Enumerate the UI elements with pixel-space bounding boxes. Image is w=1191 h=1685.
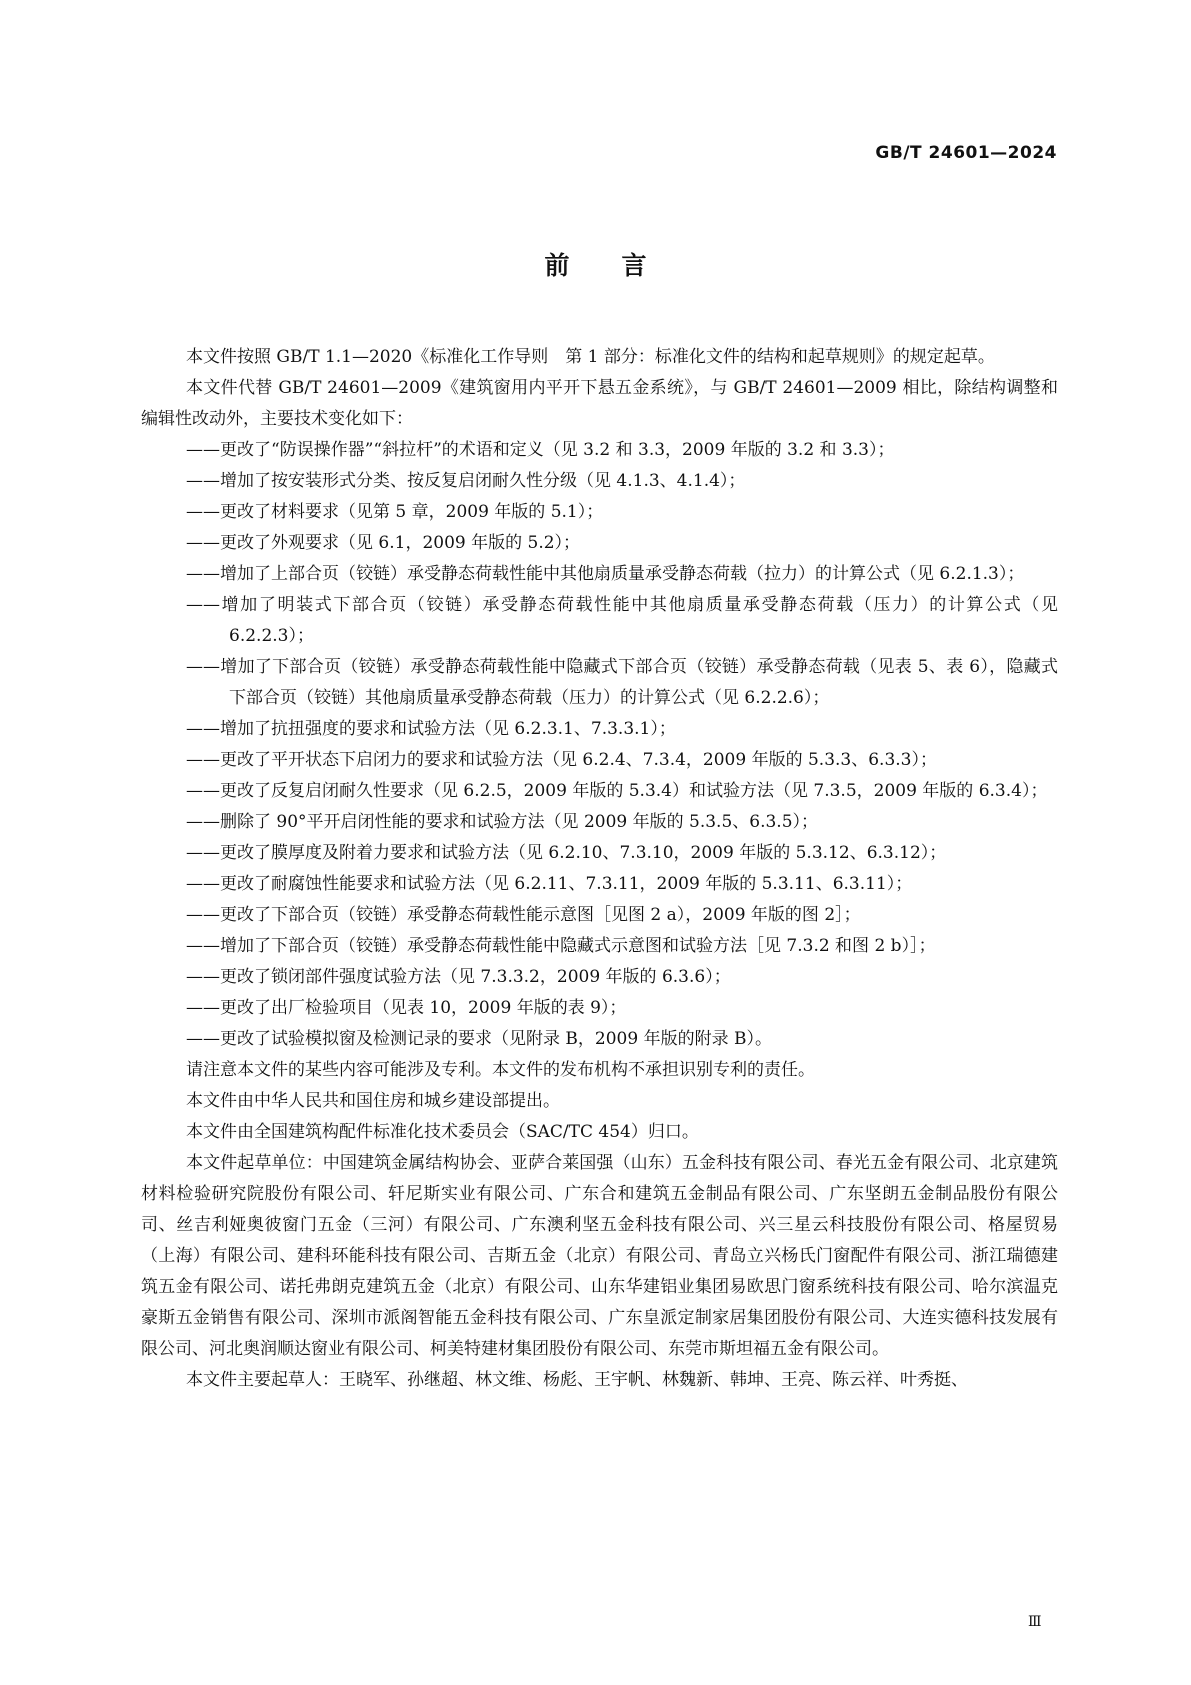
change-item: ——增加了上部合页（铰链）承受静态荷载性能中其他扇质量承受静态荷载（拉力）的计算公式（见 6.2.1.3）；	[186, 564, 1025, 584]
title-char-2: 言	[621, 251, 647, 280]
change-item: ——增加了抗扭强度的要求和试验方法（见 6.2.3.1、7.3.3.1）；	[186, 719, 676, 739]
change-item: ——更改了平开状态下启闭力的要求和试验方法（见 6.2.4、7.3.4，2009 年版的 5.3.3、6.3.3）；	[186, 750, 937, 770]
change-list	[141, 435, 1058, 1055]
paragraph-patent-notice: 请注意本文件的某些内容可能涉及专利。本文件的发布机构不承担识别专利的责任。	[186, 1060, 815, 1080]
foreword-body	[141, 342, 1058, 1396]
standard-number: GB/T 24601—2024	[875, 143, 1057, 163]
page-title	[0, 246, 1191, 282]
change-item: ——更改了锁闭部件强度试验方法（见 7.3.3.2，2009 年版的 6.3.6）；	[186, 967, 731, 987]
change-item: ——更改了试验模拟窗及检测记录的要求（见附录 B，2009 年版的附录 B）。	[186, 1029, 772, 1049]
paragraph-drafting-units: 本文件起草单位：中国建筑金属结构协会、亚萨合莱国强（山东）五金科技有限公司、春光五金有限公司、北京建筑材料检验研究院股份有限公司、轩尼斯实业有限公司、广东合和建筑五金制品有限公司、广东坚朗五金制品股份有限公司、丝吉利娅奥彼窗门五金（三河）有限公司、广东澳利坚五金科技有限公司、兴三星云科技股份有限公司、格屋贸易（上海）有限公司、建科环能科技有限公司、吉斯五金（北京）有限公司、青岛立兴杨氏门窗配件有限公司、浙江瑞德建筑五金有限公司、诺托弗朗克建筑五金（北京）有限公司、山东华建铝业集团易欧思门窗系统科技有限公司、哈尔滨温克豪斯五金销售有限公司、深圳市派阁智能五金科技有限公司、广东皇派定制家居集团股份有限公司、大连实德科技发展有限公司、河北奥润顺达窗业有限公司、柯美特建材集团股份有限公司、东莞市斯坦福五金有限公司。	[141, 1153, 1058, 1359]
paragraph-committee: 本文件由全国建筑构配件标准化技术委员会（SAC/TC 454）归口。	[186, 1122, 699, 1142]
paragraph-proposer: 本文件由中华人民共和国住房和城乡建设部提出。	[186, 1091, 560, 1111]
change-item: ——更改了下部合页（铰链）承受静态荷载性能示意图［见图 2 a），2009 年版的图 2］；	[186, 905, 861, 925]
change-item: ——更改了出厂检验项目（见表 10，2009 年版的表 9）；	[186, 998, 627, 1018]
paragraph-replacement: 本文件代替 GB/T 24601—2009《建筑窗用内平开下悬五金系统》，与 GB/T 24601—2009 相比，除结构调整和编辑性改动外，主要技术变化如下：	[141, 378, 1058, 429]
change-item: ——增加了下部合页（铰链）承受静态荷载性能中隐藏式下部合页（铰链）承受静态荷载（见表 5、表 6），隐藏式下部合页（铰链）其他扇质量承受静态荷载（压力）的计算公式（见 6.2.2.6）；	[186, 657, 1058, 708]
paragraph-drafters: 本文件主要起草人：王晓军、孙继超、林文维、杨彪、王宇帆、林魏新、韩坤、王亮、陈云祥、叶秀挺、	[186, 1370, 968, 1390]
page-number: Ⅲ	[1028, 1614, 1042, 1630]
change-item: ——更改了反复启闭耐久性要求（见 6.2.5，2009 年版的 5.3.4）和试验方法（见 7.3.5，2009 年版的 6.3.4）；	[186, 781, 1048, 801]
change-item: ——增加了明装式下部合页（铰链）承受静态荷载性能中其他扇质量承受静态荷载（压力）的计算公式（见 6.2.2.3）；	[186, 595, 1058, 646]
change-item: ——更改了材料要求（见第 5 章，2009 年版的 5.1）；	[186, 502, 604, 522]
change-item: ——更改了耐腐蚀性能要求和试验方法（见 6.2.11、7.3.11，2009 年版的 5.3.11、6.3.11）；	[186, 874, 913, 894]
change-item: ——增加了按安装形式分类、按反复启闭耐久性分级（见 4.1.3、4.1.4）；	[186, 471, 746, 491]
change-item: ——删除了 90°平开启闭性能的要求和试验方法（见 2009 年版的 5.3.5、6.3.5）；	[186, 812, 819, 832]
change-item: ——更改了外观要求（见 6.1，2009 年版的 5.2）；	[186, 533, 581, 553]
change-item: ——更改了膜厚度及附着力要求和试验方法（见 6.2.10、7.3.10，2009 年版的 5.3.12、6.3.12）；	[186, 843, 947, 863]
change-item: ——增加了下部合页（铰链）承受静态荷载性能中隐藏式示意图和试验方法［见 7.3.2 和图 2 b）］；	[186, 936, 936, 956]
paragraph-drafting-rule: 本文件按照 GB/T 1.1—2020《标准化工作导则 第 1 部分：标准化文件的结构和起草规则》的规定起草。	[186, 347, 995, 367]
title-char-1: 前	[544, 251, 570, 280]
change-item: ——更改了“防误操作器”“斜拉杆”的术语和定义（见 3.2 和 3.3，2009 年版的 3.2 和 3.3）；	[186, 440, 895, 460]
